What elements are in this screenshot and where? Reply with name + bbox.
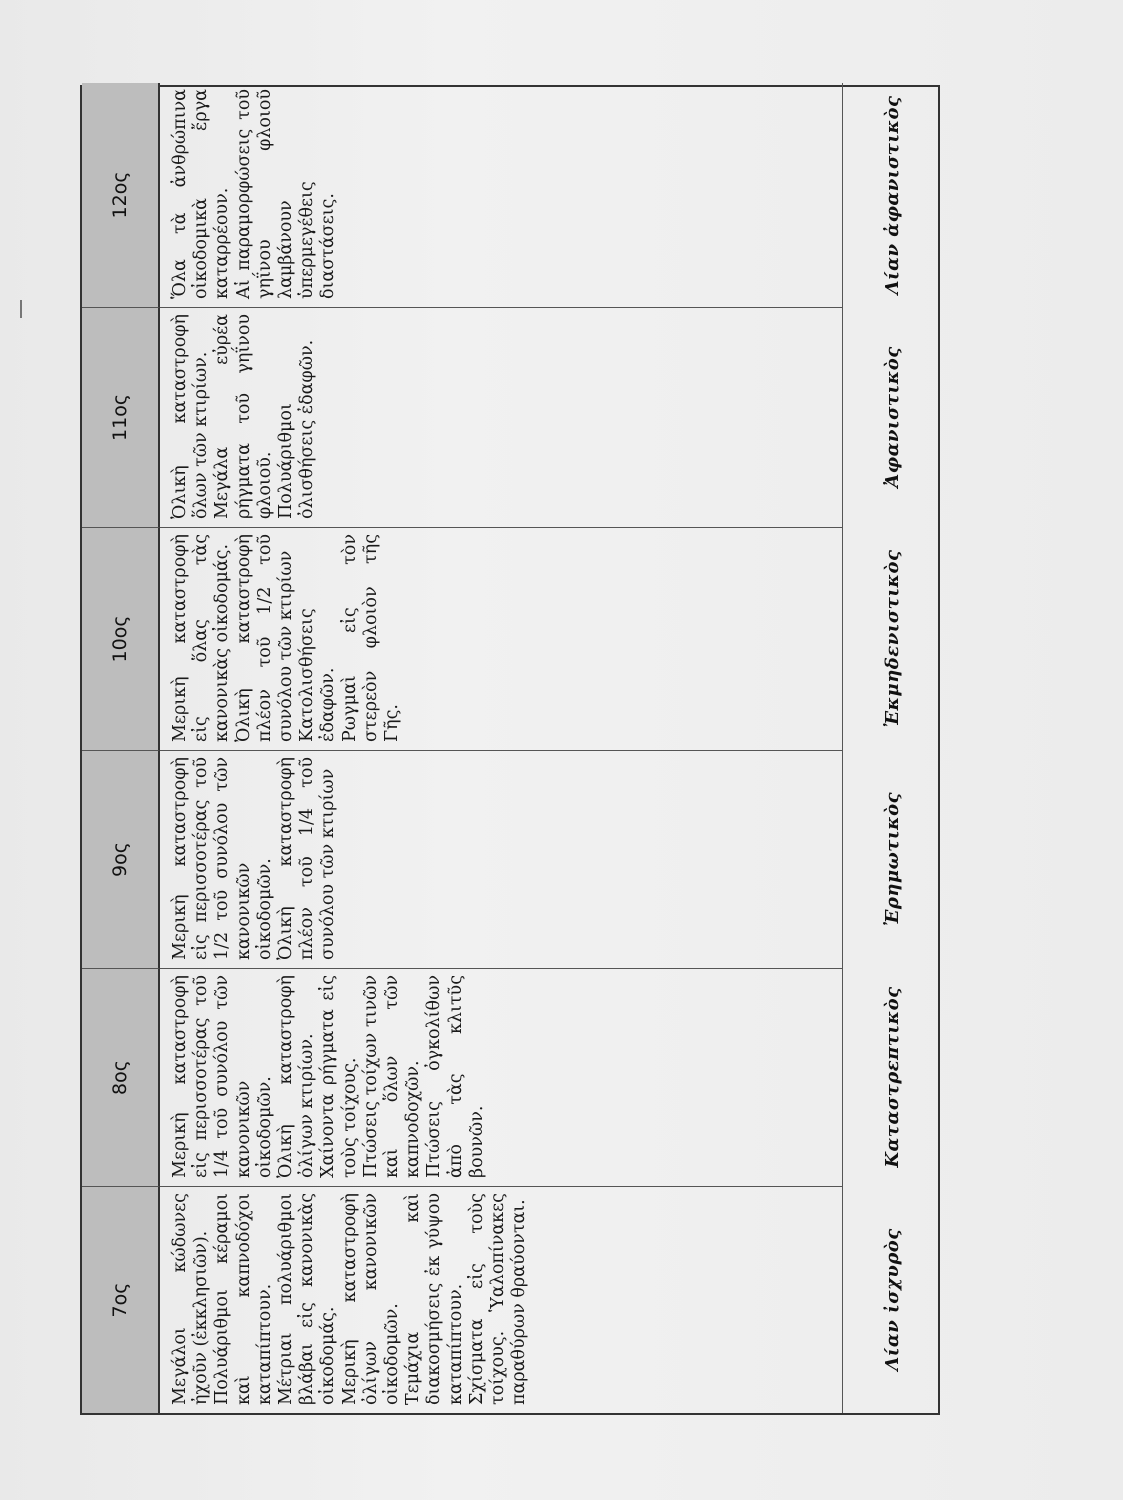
cell-12-line: Ὅλα τὰ ἀνθρώπινα οἰκοδομικὰ ἔργα καταρρέουν. bbox=[170, 89, 233, 299]
cell-10-line: Ὀλικὴ καταστροφὴ πλέον τοῦ 1/2 τοῦ συνόλου τῶν κτιρίων bbox=[233, 534, 297, 742]
cell-8 bbox=[160, 968, 842, 1186]
footer-11: Ἀφανιστικὸς bbox=[842, 307, 942, 527]
cell-10 bbox=[160, 527, 842, 750]
footer-8: Καταστρεπτικὸς bbox=[842, 968, 942, 1186]
rotated-table-wrapper bbox=[80, 85, 940, 1415]
cell-8-line: Μερικὴ καταστροφὴ εἰς περισσοτέρας τοῦ 1/4 τοῦ συνόλου τῶν κανονικῶν οἰκοδομῶν. bbox=[170, 975, 275, 1178]
header-10: 10ος bbox=[82, 527, 160, 750]
header-11: 11ος bbox=[82, 307, 160, 527]
cell-7-line: Μεγάλοι κώδωνες ἠχοῦν (ἐκκλησιῶν). bbox=[170, 1193, 212, 1405]
cell-8-line: Ὀλικὴ καταστροφὴ ὀλίγων κτιρίων. bbox=[276, 975, 318, 1178]
cell-9-line: Ὀλικὴ καταστροφὴ πλέον τοῦ 1/4 τοῦ συνόλου τῶν κτιρίων bbox=[276, 757, 339, 960]
cell-11-line: Μεγάλα εὐρέα ρήγματα τοῦ γηΐνου φλοιοῦ. bbox=[212, 314, 275, 519]
cell-7-line: Τεμάχια καὶ διακοσμήσεις ἐκ γύψου καταπίπτουν. bbox=[403, 1193, 466, 1405]
footer-10: Ἐκμηδενιστικὸς bbox=[842, 527, 942, 750]
cell-9 bbox=[160, 750, 842, 968]
footer-12: Λίαν ἀφανιστικὸς bbox=[842, 83, 942, 307]
cell-7-line: Μέτριαι πολυάριθμοι βλάβαι εἰς κανονικὰς οἰκοδομάς. bbox=[276, 1193, 339, 1405]
header-8: 8ος bbox=[82, 968, 160, 1186]
cell-12 bbox=[160, 83, 842, 307]
cell-7-line: Μερικὴ καταστροφὴ ὀλίγων κανονικῶν οἰκοδομῶν. bbox=[339, 1193, 403, 1405]
cell-7 bbox=[160, 1186, 842, 1413]
footer-7: Λίαν ἰσχυρὸς bbox=[842, 1186, 942, 1413]
header-9: 9ος bbox=[82, 750, 160, 968]
earthquake-intensity-table bbox=[80, 85, 940, 1415]
cell-10-line: Μερικὴ καταστροφὴ εἰς ὅλας τὰς κανονικὰς οἰκοδομάς. bbox=[170, 534, 233, 742]
footer-9: Ἐρημωτικὸς bbox=[842, 750, 942, 968]
cell-11-line: Ὀλικὴ καταστροφὴ ὅλων τῶν κτιρίων. bbox=[170, 314, 212, 519]
cell-8-line: Χαίνοντα ρήγματα εἰς τοὺς τοίχους. bbox=[318, 975, 360, 1178]
cell-10-line: Κατολισθήσεις ἐδαφῶν. bbox=[297, 608, 339, 742]
scan-artifact bbox=[20, 300, 22, 318]
cell-11-line: Πολυάριθμοι ὀλισθήσεις ἐδαφῶν. bbox=[276, 339, 318, 519]
cell-8-line: Πτώσεις ὀγκολίθων ἀπὸ τὰς κλιτῦς βουνῶν. bbox=[424, 975, 487, 1178]
cell-9-line: Μερικὴ καταστροφὴ εἰς περισσοτέρας τοῦ 1/2 τοῦ συνόλου τῶν κανονικῶν οἰκοδομῶν. bbox=[170, 757, 275, 960]
cell-11 bbox=[160, 307, 842, 527]
header-7: 7ος bbox=[82, 1186, 160, 1413]
header-12: 12ος bbox=[82, 83, 160, 307]
cell-7-line: Πολυάριθμοι κέραμοι καὶ καπνοδόχοι καταπίπτουν. bbox=[212, 1193, 275, 1405]
cell-8-line: Πτώσεις τοίχων τινῶν καὶ ὅλων τῶν καπνοδοχῶν. bbox=[360, 975, 424, 1178]
cell-7-line: Σχίσματα εἰς τοὺς τοίχους. Ὑαλοπίνακες παραθύρων θραύονται. bbox=[466, 1193, 530, 1405]
cell-12-line: Αἱ παραμορφώσεις τοῦ γηΐνου φλοιοῦ λαμβάνουν ὑπερμεγέθεις διαστάσεις. bbox=[233, 89, 339, 299]
cell-10-line: Ρωγμαὶ εἰς τὸν στερεὸν φλοιὸν τῆς Γῆς. bbox=[339, 534, 403, 742]
